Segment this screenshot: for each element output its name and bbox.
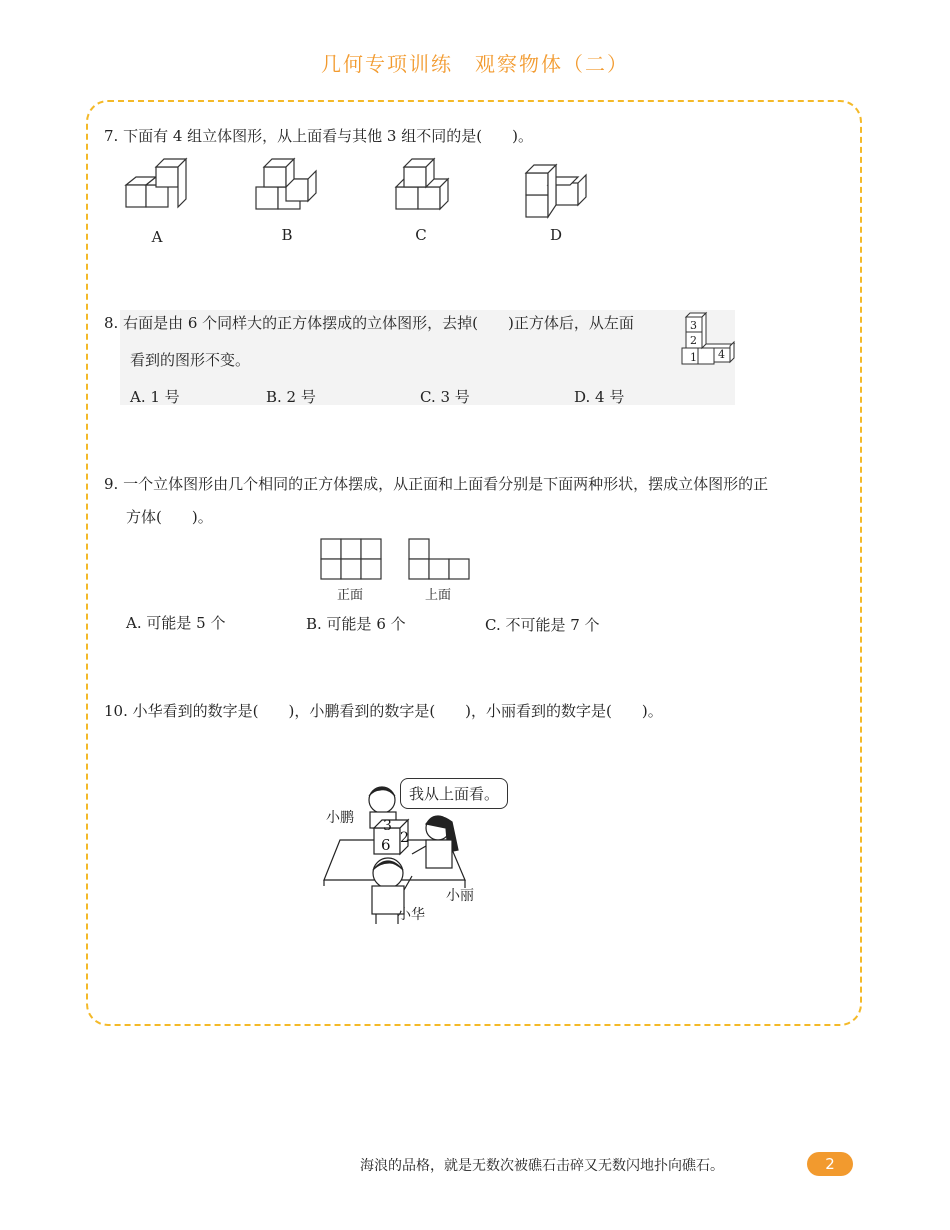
q8-cube-figure — [678, 312, 738, 368]
q9-option-b: B. 可能是 6 个 — [306, 615, 406, 633]
q7-figure-c — [390, 155, 460, 225]
q9-option-c: C. 不可能是 7 个 — [485, 616, 600, 634]
q8-cube-number-3: 3 — [690, 319, 697, 332]
q8-option-d: D. 4 号 — [574, 388, 625, 406]
q7-label-c: C — [415, 226, 427, 244]
q7-label-d: D — [549, 226, 563, 244]
q7-figure-d — [520, 155, 595, 225]
q9-front-view — [320, 538, 386, 580]
title-part2: 观察物体（二） — [475, 52, 629, 76]
q9-line2: 方体( )。 — [126, 508, 213, 526]
name-xiaopeng: 小鹏 — [326, 810, 354, 826]
q8-option-a: A. 1 号 — [130, 388, 180, 406]
q7-text: 7. 下面有 4 组立体图形，从上面看与其他 3 组不同的是( )。 — [104, 127, 533, 145]
q8-option-b: B. 2 号 — [266, 388, 316, 406]
q8-cube-number-4: 4 — [718, 348, 725, 361]
footer-quote: 海浪的品格，就是无数次被礁石击碎又无数闪地扑向礁石。 — [360, 1158, 724, 1174]
title-part1: 几何专项训练 — [321, 52, 453, 76]
name-xiaohua: 小华 — [397, 907, 425, 923]
q9-top-view — [408, 538, 474, 580]
q7-figure-b — [250, 155, 325, 225]
q9-line1: 9. 一个立体图形由几个相同的正方体摆成，从正面和上面看分别是下面两种形状，摆成立体图形的正 — [104, 475, 769, 493]
q8-line1: 8. 右面是由 6 个同样大的正方体摆成的立体图形，去掉( )正方体后，从左面 — [104, 314, 634, 332]
page-number: 2 — [807, 1152, 853, 1176]
q7-label-a: A — [151, 228, 163, 246]
q9-front-label: 正面 — [337, 588, 364, 603]
die-front-number: 6 — [381, 836, 391, 854]
q10-text: 10. 小华看到的数字是( )，小鹏看到的数字是( )，小丽看到的数字是( )。 — [104, 702, 663, 720]
q9-top-label: 上面 — [425, 588, 452, 603]
q7-figure-a — [120, 155, 190, 225]
die-top-number: 3 — [383, 818, 392, 834]
q8-option-c: C. 3 号 — [420, 388, 470, 406]
q8-line2: 看到的图形不变。 — [130, 351, 251, 369]
q8-cube-number-2: 2 — [690, 334, 697, 347]
name-xiaoli: 小丽 — [446, 888, 474, 904]
q7-label-b: B — [281, 226, 293, 244]
page-title — [0, 48, 950, 77]
q8-cube-number-1: 1 — [690, 351, 697, 364]
speech-bubble: 我从上面看。 — [400, 778, 508, 809]
die-side-number: 2 — [400, 830, 409, 846]
q9-option-a: A. 可能是 5 个 — [126, 614, 226, 632]
